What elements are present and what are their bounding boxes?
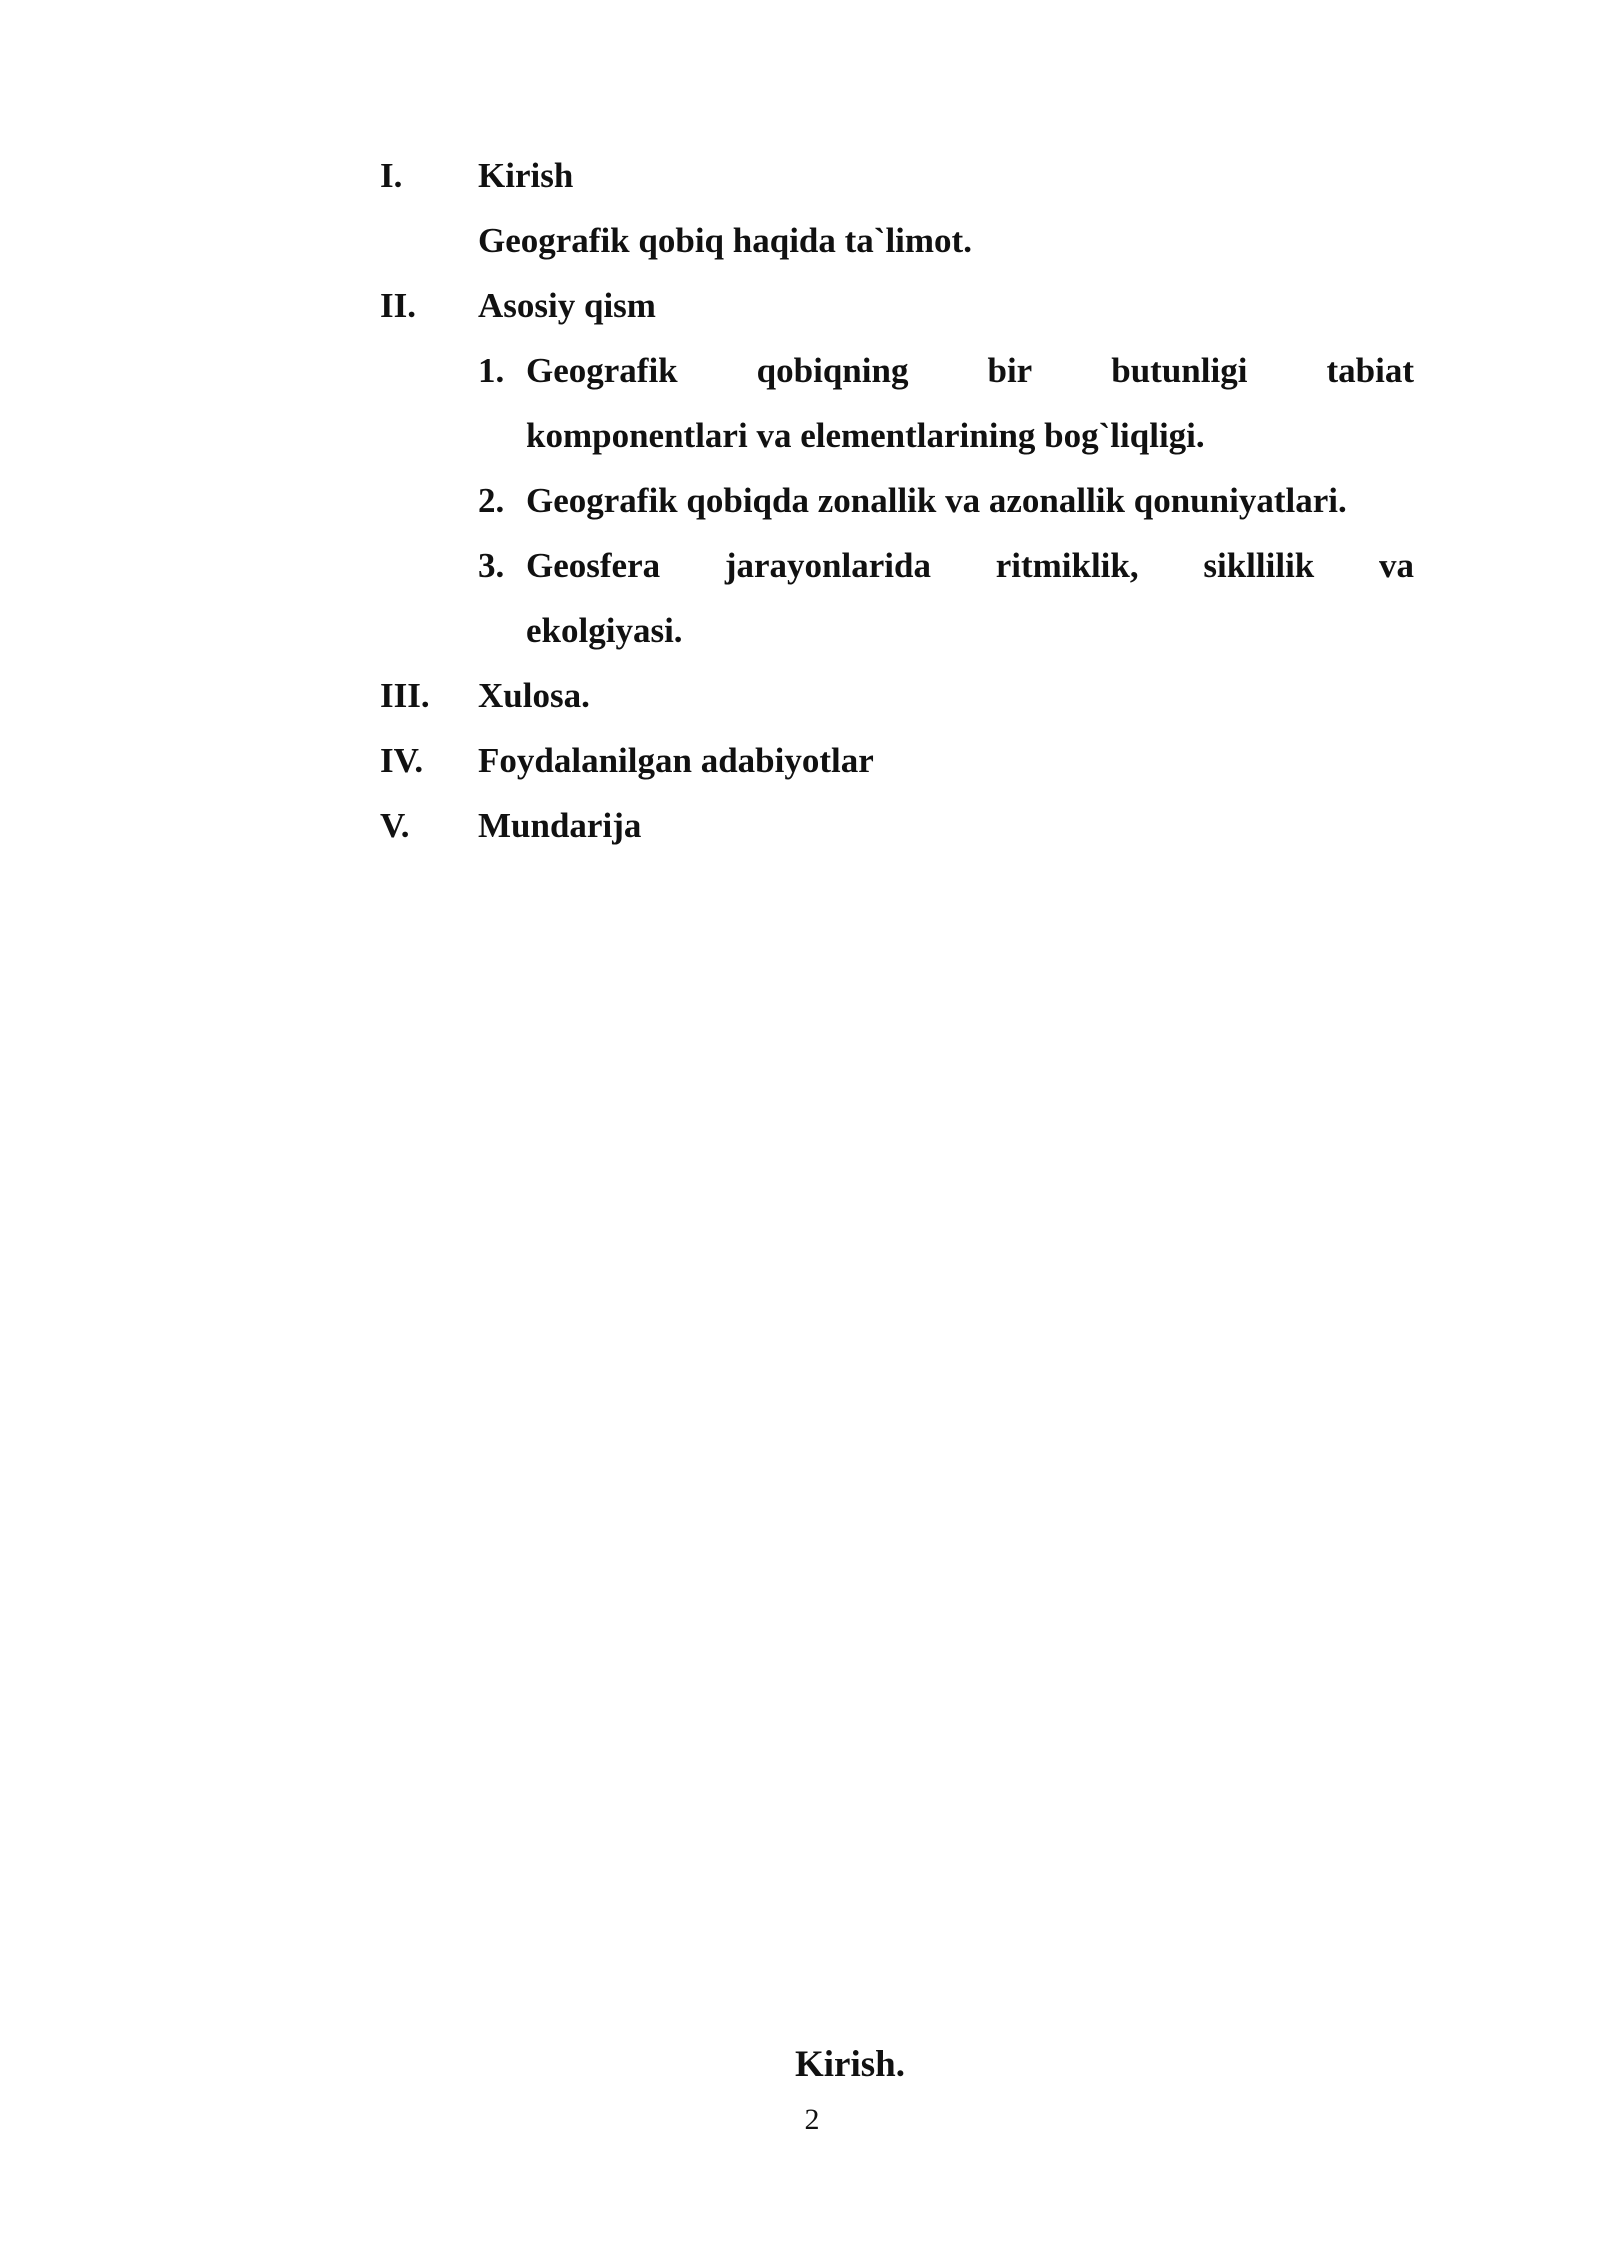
toc-subitem-1-line1	[526, 351, 1414, 391]
word: butunligi	[1111, 351, 1248, 390]
toc-subitem-3-line2: ekolgiyasi.	[526, 611, 683, 650]
section-heading-kirish: Kirish.	[795, 2044, 905, 2085]
toc-numeral-iv: IV.	[380, 741, 424, 780]
toc-subitem-2: Geografik qobiqda zonallik va azonallik qonuniyatlari.	[526, 481, 1347, 520]
toc-item-mundarija: Mundarija	[478, 806, 642, 845]
toc-numeral-iii: III.	[380, 676, 430, 715]
word: sikllilik	[1203, 546, 1315, 585]
toc-item-kirish: Kirish	[478, 156, 574, 195]
toc-subitem-3-line1	[526, 546, 1414, 586]
word: Geosfera	[526, 546, 661, 585]
toc-numeral-v: V.	[380, 806, 410, 845]
toc-subitem-geografik-qobiq: Geografik qobiq haqida ta`limot.	[478, 221, 972, 260]
toc-item-asosiy-qism: Asosiy qism	[478, 286, 656, 325]
word: va	[1379, 546, 1414, 585]
toc-item-xulosa: Xulosa.	[478, 676, 590, 715]
toc-subnum-2: 2.	[478, 481, 505, 520]
word: jarayonlarida	[724, 546, 931, 585]
word: bir	[987, 351, 1033, 390]
word: ritmiklik,	[995, 546, 1139, 585]
toc-subitem-1-line2: komponentlari va elementlarining bog`liqligi.	[526, 416, 1205, 455]
toc-numeral-i: I.	[380, 156, 403, 195]
toc-numeral-ii: II.	[380, 286, 416, 325]
toc-subnum-3: 3.	[478, 546, 505, 585]
toc-subnum-1: 1.	[478, 351, 505, 390]
page-number: 2	[804, 2103, 820, 2136]
word: qobiqning	[756, 351, 909, 390]
word: Geografik	[526, 351, 678, 390]
toc-item-adabiyotlar: Foydalanilgan adabiyotlar	[478, 741, 874, 780]
word: tabiat	[1326, 351, 1414, 390]
